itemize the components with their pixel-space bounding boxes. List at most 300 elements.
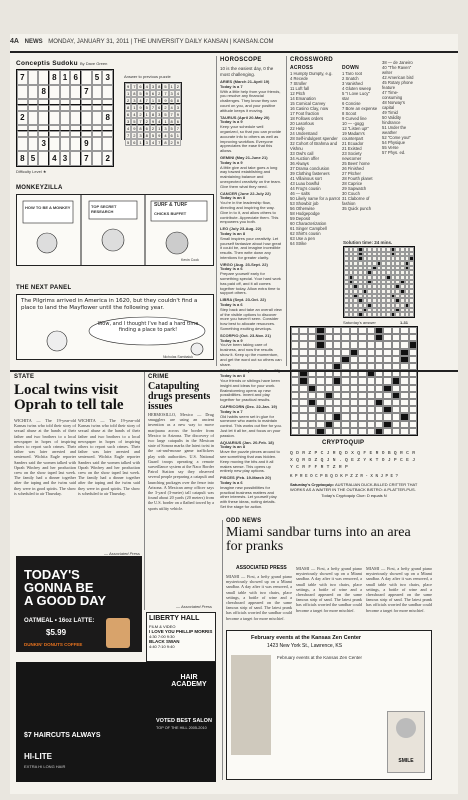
crossword-cell[interactable] [383, 399, 391, 406]
crossword-cell[interactable] [308, 428, 316, 435]
crossword-cell[interactable] [358, 385, 366, 392]
crossword-cell[interactable] [299, 399, 307, 406]
crossword-cell[interactable] [291, 327, 299, 334]
solution-cell: 3 [139, 133, 142, 138]
dunkin-line2: GONNA BE [24, 580, 94, 595]
crossword-cell[interactable] [375, 341, 383, 348]
sudoku-cell[interactable] [28, 85, 39, 100]
crossword-cell[interactable] [375, 399, 383, 406]
crossword-cell[interactable] [383, 413, 391, 420]
crossword-cell[interactable] [400, 421, 408, 428]
crossword-cell[interactable] [392, 341, 400, 348]
crossword-cell[interactable] [299, 349, 307, 356]
crossword-cell[interactable] [375, 349, 383, 356]
crossword-cell[interactable] [392, 385, 400, 392]
clue: 48 Norway's capital [382, 100, 405, 110]
crossword-cell[interactable] [367, 428, 375, 435]
crossword-cell[interactable] [358, 334, 366, 341]
crossword-cell[interactable] [383, 327, 391, 334]
sign-rating: Today is an 8 [220, 373, 246, 379]
crossword-cell[interactable] [358, 356, 366, 363]
crossword-cell[interactable] [358, 349, 366, 356]
sudoku-cell[interactable]: 1 [60, 70, 71, 85]
crossword-cell[interactable] [409, 349, 417, 356]
crossword-cell[interactable] [333, 413, 341, 420]
crossword-cell[interactable] [316, 421, 324, 428]
sudoku-cell[interactable] [49, 137, 60, 152]
crossword-cell[interactable] [325, 349, 333, 356]
sudoku-cell[interactable] [92, 85, 103, 100]
crossword-cell[interactable] [358, 406, 366, 413]
clue: 38 — de Janeiro [382, 60, 413, 65]
sudoku-cell[interactable] [28, 70, 39, 85]
sudoku-cell[interactable] [38, 70, 49, 85]
crossword-cell[interactable] [392, 392, 400, 399]
divider [286, 56, 287, 366]
crossword-cell[interactable] [308, 327, 316, 334]
crossword-cell[interactable] [358, 327, 366, 334]
sudoku-cell[interactable] [49, 85, 60, 100]
crossword-cell[interactable] [409, 392, 417, 399]
cryptoquip-puzzle: Q D R Z P C J R Q D X Q F E R O B Q R C R X Q R D Z Q J N . Q E Z Y K T O J P C E J Y C R F F R T Z R P [290, 451, 416, 470]
crossword-cell[interactable] [316, 377, 324, 384]
sudoku-cell[interactable] [60, 137, 71, 152]
sudoku-cell[interactable] [28, 137, 39, 152]
crossword-cell[interactable] [350, 421, 358, 428]
crossword-cell[interactable] [316, 392, 324, 399]
crossword-grid[interactable] [290, 326, 418, 436]
header-rule [10, 51, 458, 53]
sudoku-cell[interactable]: 6 [70, 70, 81, 85]
crossword-cell[interactable] [392, 428, 400, 435]
crossword-cell[interactable] [333, 428, 341, 435]
crossword-cell[interactable] [341, 341, 349, 348]
crossword-cell[interactable] [367, 406, 375, 413]
crossword-cell[interactable] [383, 341, 391, 348]
sudoku-cell[interactable] [49, 111, 60, 126]
crossword-cell[interactable] [299, 377, 307, 384]
crossword-cell[interactable] [341, 377, 349, 384]
sudoku-cell[interactable] [60, 85, 71, 100]
crossword-cell[interactable] [316, 406, 324, 413]
sudoku-cell[interactable] [92, 151, 103, 166]
crossword-cell[interactable] [392, 421, 400, 428]
sudoku-cell[interactable] [70, 151, 81, 166]
clue: 32 Cohort of Brahma and Vishnu [290, 141, 338, 151]
sign-name: CANCER (June 22-July 22) [220, 190, 271, 196]
crossword-cell[interactable] [409, 377, 417, 384]
zen-center-ad[interactable] [226, 630, 432, 780]
hair-academy-ad[interactable] [16, 662, 216, 782]
crossword-cell[interactable] [299, 356, 307, 363]
clue: 21 Ecuador [342, 141, 364, 146]
crossword-cell[interactable] [383, 406, 391, 413]
crossword-cell[interactable] [392, 406, 400, 413]
crossword-cell[interactable] [333, 377, 341, 384]
crossword-cell[interactable] [350, 377, 358, 384]
crossword-cell[interactable] [400, 356, 408, 363]
crossword-answer-grid [343, 246, 415, 318]
crossword-cell[interactable] [291, 334, 299, 341]
sudoku-cell[interactable]: 5 [28, 151, 39, 166]
crossword-cell[interactable] [291, 406, 299, 413]
crossword-cell[interactable] [383, 428, 391, 435]
hair-brand: HAIR ACADEMY [171, 674, 207, 688]
sudoku-cell[interactable] [70, 111, 81, 126]
crossword-cell[interactable] [291, 356, 299, 363]
sign-rating: Today is an 8 [220, 444, 246, 450]
dunkin-ad[interactable] [16, 556, 142, 652]
crossword-cell[interactable] [383, 421, 391, 428]
crossword-cell[interactable] [367, 327, 375, 334]
crossword-cell[interactable] [333, 327, 341, 334]
crossword-cell[interactable] [341, 392, 349, 399]
clue: 18 Follows orders [290, 116, 324, 121]
crossword-cell[interactable] [409, 413, 417, 420]
crossword-cell[interactable] [367, 377, 375, 384]
crossword-cell[interactable] [409, 406, 417, 413]
crossword-cell[interactable] [400, 377, 408, 384]
crossword-cell[interactable] [375, 428, 383, 435]
sudoku-cell[interactable]: 5 [92, 70, 103, 85]
crossword-cell[interactable] [291, 399, 299, 406]
solution-cell: 3 [158, 112, 161, 117]
sudoku-cell[interactable] [38, 111, 49, 126]
crossword-cell[interactable] [291, 428, 299, 435]
crossword-cell[interactable] [325, 421, 333, 428]
horoscope-sign [220, 298, 282, 332]
crossword-cell[interactable] [316, 349, 324, 356]
sign-name: SCORPIO (Oct. 23-Nov. 21) [220, 332, 271, 338]
crossword-cell[interactable] [367, 356, 375, 363]
solution-cell: 5 [133, 119, 136, 124]
crossword-cell[interactable] [291, 377, 299, 384]
crossword-cell[interactable] [325, 341, 333, 348]
crossword-cell[interactable] [350, 349, 358, 356]
solution-cell: 5 [158, 98, 161, 103]
crossword-cell[interactable] [316, 356, 324, 363]
crossword-cell[interactable] [358, 428, 366, 435]
crossword-cell[interactable] [375, 421, 383, 428]
sudoku-cell[interactable] [60, 111, 71, 126]
crossword-cell[interactable] [341, 334, 349, 341]
crossword-cell[interactable] [392, 413, 400, 420]
crossword-cell[interactable] [367, 399, 375, 406]
crossword-cell[interactable] [308, 385, 316, 392]
crossword-cell[interactable] [367, 385, 375, 392]
crossword-cell[interactable] [341, 356, 349, 363]
crossword-cell[interactable] [325, 385, 333, 392]
crossword-cell[interactable] [308, 399, 316, 406]
sudoku-cell[interactable]: 7 [17, 70, 28, 85]
sudoku-cell[interactable] [38, 151, 49, 166]
crossword-cell[interactable] [350, 385, 358, 392]
crossword-cell[interactable] [358, 392, 366, 399]
sudoku-cell[interactable] [17, 85, 28, 100]
state-byline: — Associated Press [104, 551, 140, 556]
crossword-cell[interactable] [392, 334, 400, 341]
crossword-cell[interactable] [350, 334, 358, 341]
crossword-cell[interactable] [392, 356, 400, 363]
sudoku-grid[interactable] [16, 69, 114, 167]
crossword-cell[interactable] [375, 356, 383, 363]
sudoku-cell[interactable] [81, 70, 92, 85]
crossword-cell[interactable] [325, 327, 333, 334]
crossword-cell[interactable] [409, 399, 417, 406]
crossword-cell[interactable] [409, 341, 417, 348]
crossword-cell[interactable] [409, 421, 417, 428]
crossword-cell[interactable] [375, 392, 383, 399]
crossword-cell[interactable] [299, 421, 307, 428]
crossword-cell[interactable] [350, 392, 358, 399]
crossword-cell[interactable] [375, 413, 383, 420]
crossword-cell[interactable] [291, 392, 299, 399]
crossword-cell[interactable] [375, 334, 383, 341]
crossword-cell[interactable] [333, 385, 341, 392]
crossword-cell[interactable] [341, 349, 349, 356]
crossword-cell[interactable] [333, 356, 341, 363]
solution-cell: 7 [133, 84, 136, 89]
crossword-cell[interactable] [299, 406, 307, 413]
sudoku-cell[interactable] [70, 85, 81, 100]
page-number: 4A [10, 38, 19, 45]
divider [216, 56, 217, 366]
crossword-cell[interactable] [299, 334, 307, 341]
crossword-cell[interactable] [400, 428, 408, 435]
mz-sign3: SURF & TURF [154, 202, 188, 208]
solution-cell: 6 [170, 98, 173, 103]
crossword-cell[interactable] [291, 385, 299, 392]
state-body: WICHITA — The 19-year-old Kansas twins who told their story of sexual abuse at the hands of their father and two brothers to a local newspaper in hopes of inspiring others to report such crimes. Their father was later arrested and sentenced. Wichita Eagle reporter Sanders said the women talked with Oprah Winfrey and her production crew on the show taped last week. The family had a dinner together after the taping and the twins said they were in good spirits. The show is scheduled to air Thursday. [14, 418, 76, 496]
solution-cell: 8 [126, 105, 130, 110]
crossword-cell[interactable] [350, 399, 358, 406]
sudoku-cell[interactable]: 4 [49, 151, 60, 166]
crossword-cell[interactable] [333, 392, 341, 399]
crossword-cell[interactable] [383, 334, 391, 341]
crossword-cell[interactable] [341, 327, 349, 334]
crossword-cell[interactable] [358, 377, 366, 384]
crossword-cell[interactable] [409, 334, 417, 341]
sudoku-cell[interactable] [17, 137, 28, 152]
face-image [396, 718, 416, 738]
crossword-cell[interactable] [341, 421, 349, 428]
solution-cell: 3 [126, 119, 130, 124]
crossword-cell[interactable] [308, 341, 316, 348]
crossword-cell[interactable] [358, 341, 366, 348]
liberty-name: LIBERTY HALL [149, 615, 200, 622]
crossword-cell[interactable] [383, 377, 391, 384]
crossword-cell[interactable] [392, 349, 400, 356]
dateline: MONDAY, JANUARY 31, 2011 | THE UNIVERSITY DAILY KANSAN | KANSAN.COM [48, 39, 274, 45]
horoscope-sign [220, 441, 282, 475]
crossword-cell[interactable] [316, 327, 324, 334]
crossword-cell[interactable] [341, 413, 349, 420]
crossword-cell[interactable] [367, 349, 375, 356]
monkey-credit: Kevin Cook [181, 258, 199, 262]
crossword-cell[interactable] [400, 341, 408, 348]
crossword-cell[interactable] [409, 385, 417, 392]
section-label: NEWS [24, 39, 43, 45]
clue: 34 Auction offer [290, 156, 320, 161]
crossword-cell[interactable] [299, 327, 307, 334]
crossword-cell[interactable] [400, 406, 408, 413]
crossword-cell[interactable] [308, 392, 316, 399]
crossword-cell[interactable] [316, 334, 324, 341]
crossword-cell[interactable] [325, 334, 333, 341]
sudoku-cell[interactable]: 9 [81, 137, 92, 152]
crossword-cell[interactable] [409, 327, 417, 334]
crossword-cell[interactable] [367, 334, 375, 341]
crossword-cell[interactable] [367, 413, 375, 420]
crossword-cell[interactable] [299, 392, 307, 399]
crossword-cell[interactable] [375, 377, 383, 384]
crossword-cell[interactable] [400, 385, 408, 392]
solution-cell: 8 [145, 133, 148, 138]
crossword-cell[interactable] [308, 413, 316, 420]
crossword-cell[interactable] [341, 406, 349, 413]
zen-title: February events at the Kansas Zen Center [251, 635, 362, 641]
crossword-cell[interactable] [350, 428, 358, 435]
crossword-cell[interactable] [333, 341, 341, 348]
sign-name: LEO (July 23-Aug. 22) [220, 226, 262, 232]
crossword-cell[interactable] [308, 334, 316, 341]
crossword-cell[interactable] [308, 356, 316, 363]
crossword-cell[interactable] [375, 385, 383, 392]
clue: 45 Rotary phone feature [382, 80, 413, 90]
crossword-cell[interactable] [367, 392, 375, 399]
crossword-cell[interactable] [350, 413, 358, 420]
crossword-cell[interactable] [325, 406, 333, 413]
sudoku-cell[interactable]: 3 [60, 151, 71, 166]
crossword-cell[interactable] [308, 421, 316, 428]
crossword-cell[interactable] [299, 413, 307, 420]
crossword-cell[interactable] [400, 327, 408, 334]
crossword-cell[interactable] [325, 392, 333, 399]
crossword-cell[interactable] [383, 385, 391, 392]
sudoku-cell[interactable] [28, 111, 39, 126]
crossword-cell[interactable] [316, 385, 324, 392]
crossword-cell[interactable] [291, 413, 299, 420]
crossword-cell[interactable] [308, 406, 316, 413]
crossword-cell[interactable] [325, 399, 333, 406]
crossword-cell[interactable] [383, 349, 391, 356]
sign-rating: Today is a 6 [220, 479, 243, 485]
sudoku-cell[interactable] [70, 137, 81, 152]
crossword-cell[interactable] [392, 327, 400, 334]
crossword-cell[interactable] [333, 406, 341, 413]
clue: 52 "Come you!" [382, 135, 412, 140]
crossword-cell[interactable] [375, 406, 383, 413]
crossword-cell[interactable] [350, 341, 358, 348]
crossword-cell[interactable] [383, 392, 391, 399]
solution-cell: 1 [151, 98, 155, 103]
crossword-cell[interactable] [291, 349, 299, 356]
sudoku-cell[interactable]: 8 [102, 111, 113, 126]
sudoku-cell[interactable] [92, 111, 103, 126]
sudoku-cell[interactable]: 8 [17, 151, 28, 166]
crossword-cell[interactable] [400, 413, 408, 420]
sudoku-cell[interactable]: 3 [38, 137, 49, 152]
sudoku-cell[interactable] [81, 111, 92, 126]
sudoku-cell[interactable] [92, 137, 103, 152]
sudoku-cell[interactable]: 8 [49, 70, 60, 85]
sudoku-cell[interactable]: 2 [17, 111, 28, 126]
crossword-cell[interactable] [367, 341, 375, 348]
sudoku-cell[interactable] [102, 85, 113, 100]
sudoku-byline: By Dave Green [80, 61, 108, 66]
crossword-cell[interactable] [333, 421, 341, 428]
crossword-cell[interactable] [291, 341, 299, 348]
solution-cell: 5 [126, 140, 130, 145]
crossword-cell[interactable] [350, 327, 358, 334]
crossword-cell[interactable] [383, 356, 391, 363]
crossword-cell[interactable] [299, 385, 307, 392]
crossword-cell[interactable] [341, 428, 349, 435]
crossword-cell[interactable] [316, 428, 324, 435]
solution-cell: 5 [164, 112, 167, 117]
sudoku-cell[interactable]: 7 [81, 85, 92, 100]
crossword-cell[interactable] [291, 421, 299, 428]
crossword-cell[interactable] [299, 341, 307, 348]
crossword-cell[interactable] [350, 406, 358, 413]
crossword-cell[interactable] [400, 349, 408, 356]
crossword-cell[interactable] [358, 413, 366, 420]
crossword-cell[interactable] [341, 399, 349, 406]
sign-name: GEMINI (May 21-June 21) [220, 154, 268, 160]
sudoku-cell[interactable] [102, 137, 113, 152]
crossword-cell[interactable] [333, 349, 341, 356]
crossword-cell[interactable] [367, 421, 375, 428]
crossword-cell[interactable] [400, 399, 408, 406]
sudoku-cell[interactable]: 7 [81, 151, 92, 166]
crossword-cell[interactable] [316, 399, 324, 406]
sudoku-cell[interactable]: 2 [102, 151, 113, 166]
crossword-cell[interactable] [392, 399, 400, 406]
liberty-hall-ad[interactable] [146, 612, 216, 662]
crossword-cell[interactable] [358, 421, 366, 428]
sign-text: Move the puzzle pieces around to see something that was hidden. Keep moving the bits and it all makes sense. This opens up entirely new play options. [220, 449, 280, 474]
hair-haircuts: HAIRCUTS ALWAYS [33, 732, 101, 739]
crossword-cell[interactable] [333, 399, 341, 406]
horoscope-sign [220, 263, 282, 297]
solution-cell: 8 [151, 112, 155, 117]
crossword-cell[interactable] [392, 377, 400, 384]
crossword-cell[interactable] [308, 349, 316, 356]
crossword-cell[interactable] [350, 356, 358, 363]
sudoku-cell[interactable]: 8 [38, 85, 49, 100]
solution-cell: 2 [164, 105, 167, 110]
crossword-cell[interactable] [375, 327, 383, 334]
crossword-cell[interactable] [299, 428, 307, 435]
crossword-cell[interactable] [325, 356, 333, 363]
crossword-cell[interactable] [325, 413, 333, 420]
odd-body-3: MIAMI — First, a hefty grand piano mysteriously showed up on a Miami sandbar. A day after it was removed, a small table with two chairs, place settings, a bottle of wine and a chessboard appeared on the same famous strip of sand. The latest prank has officials worried the sandbar could become a target for more mischief. [366, 566, 432, 613]
crossword-cell[interactable] [316, 413, 324, 420]
sudoku-cell[interactable]: 3 [102, 70, 113, 85]
crossword-cell[interactable] [316, 341, 324, 348]
crossword-cell[interactable] [333, 334, 341, 341]
crossword-cell[interactable] [325, 428, 333, 435]
crossword-cell[interactable] [325, 377, 333, 384]
crossword-cell[interactable] [400, 392, 408, 399]
crossword-cell[interactable] [341, 385, 349, 392]
crossword-cell[interactable] [400, 334, 408, 341]
crossword-cell[interactable] [409, 356, 417, 363]
crossword-cell[interactable] [358, 399, 366, 406]
liberty-movie2: BLACK SWAN [149, 639, 180, 644]
crossword-cell[interactable] [409, 428, 417, 435]
crossword-cell[interactable] [308, 377, 316, 384]
